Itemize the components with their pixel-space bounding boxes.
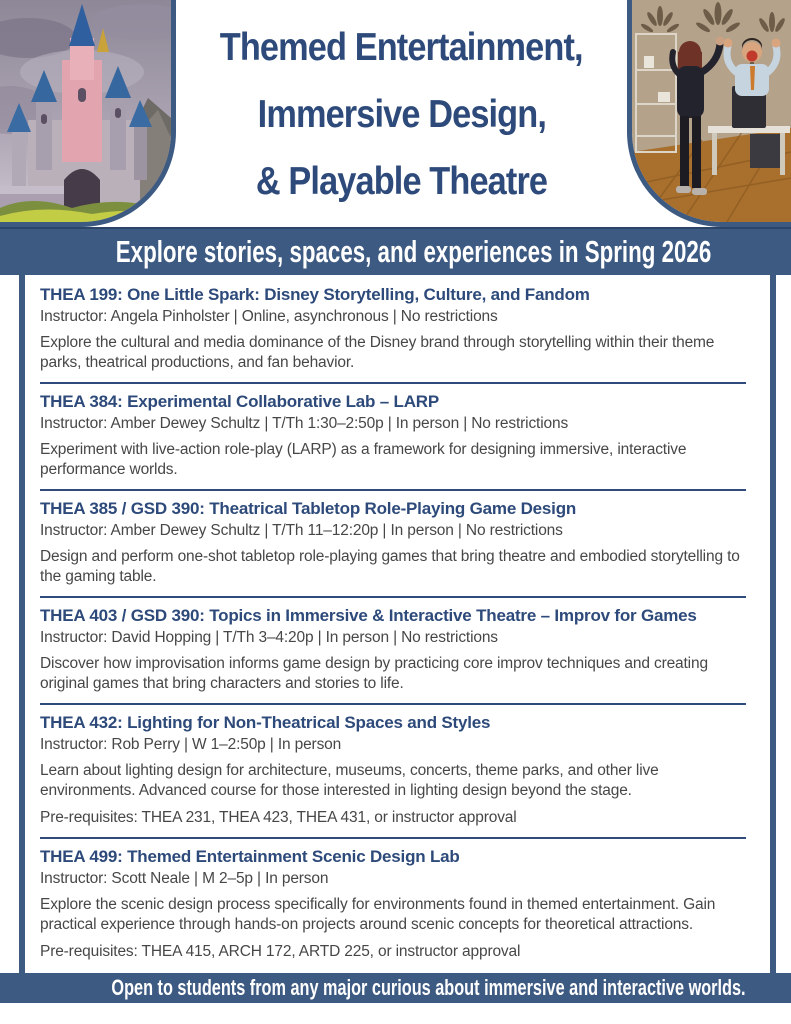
course-meta: Instructor: Amber Dewey Schultz | T/Th 11–12:20p | In person | No restrictions (40, 522, 563, 539)
title-line-1 (176, 14, 627, 81)
title-line-2 (176, 81, 627, 148)
course-meta: Instructor: Amber Dewey Schultz | T/Th 1:30–2:50p | In person | No restrictions (40, 415, 569, 432)
course-item-thea-385 (40, 491, 746, 598)
footer-banner-text: Open to students from any major curious about immersive and interactive worlds. (111, 975, 746, 1000)
subtitle-banner-text: Explore stories, spaces, and experiences in Spring 2026 (115, 234, 712, 269)
course-item-thea-199 (40, 277, 746, 384)
course-item-thea-403 (40, 598, 746, 705)
castle-illustration (0, 0, 171, 222)
immersive-theatre-photo (627, 0, 791, 227)
theatre-scene-illustration (632, 0, 791, 222)
course-meta: Instructor: Angela Pinholster | Online, asynchronous | No restrictions (40, 308, 498, 325)
course-title: THEA 432: Lighting for Non-Theatrical Spaces and Styles (40, 713, 491, 732)
course-meta: Instructor: David Hopping | T/Th 3–4:20p | In person | No restrictions (40, 629, 498, 646)
course-list (19, 275, 776, 973)
title-text-3: & Playable Theatre (255, 160, 548, 203)
footer-banner (0, 973, 791, 1003)
course-title: THEA 403 / GSD 390: Topics in Immersive & Interactive Theatre – Improv for Games (40, 606, 697, 625)
course-item-thea-384 (40, 384, 746, 491)
course-item-thea-499 (40, 839, 746, 971)
castle-photo (0, 0, 176, 227)
course-description: Learn about lighting design for architecture, museums, concerts, theme parks, and other live environments. Advanced course for those interested in lighting design beyond the stage. (40, 762, 659, 799)
course-title: THEA 499: Themed Entertainment Scenic Design Lab (40, 847, 460, 866)
flyer-title (176, 14, 627, 215)
course-title: THEA 199: One Little Spark: Disney Storytelling, Culture, and Fandom (40, 285, 590, 304)
course-description: Experiment with live-action role-play (LARP) as a framework for designing immersive, interactive performance worlds. (40, 441, 687, 478)
course-prerequisites: Pre-requisites: THEA 415, ARCH 172, ARTD 225, or instructor approval (40, 943, 521, 960)
subtitle-banner (0, 227, 791, 275)
course-description: Discover how improvisation informs game design by practicing core improv techniques and creating original games that bring characters and stories to life. (40, 655, 708, 692)
course-description: Explore the scenic design process specifically for environments found in themed entertainment. Gain practical experience through hands-on projects around scenic concepts for theoretical attractions. (40, 896, 716, 933)
course-title: THEA 384: Experimental Collaborative Lab – LARP (40, 392, 440, 411)
title-text-2: Immersive Design, (257, 93, 546, 136)
course-title: THEA 385 / GSD 390: Theatrical Tabletop Role-Playing Game Design (40, 499, 577, 518)
course-item-thea-432 (40, 705, 746, 839)
course-description: Design and perform one-shot tabletop role-playing games that bring theatre and embodied storytelling to the gaming table. (40, 548, 740, 585)
course-description: Explore the cultural and media dominance of the Disney brand through storytelling within their theme parks, theatrical productions, and fan behavior. (40, 334, 715, 371)
title-text-1: Themed Entertainment, (220, 26, 583, 69)
course-meta: Instructor: Rob Perry | W 1–2:50p | In person (40, 736, 342, 753)
title-line-3 (176, 148, 627, 215)
flyer-header (0, 0, 791, 227)
course-meta: Instructor: Scott Neale | M 2–5p | In person (40, 870, 329, 887)
course-prerequisites: Pre-requisites: THEA 231, THEA 423, THEA 431, or instructor approval (40, 809, 517, 826)
